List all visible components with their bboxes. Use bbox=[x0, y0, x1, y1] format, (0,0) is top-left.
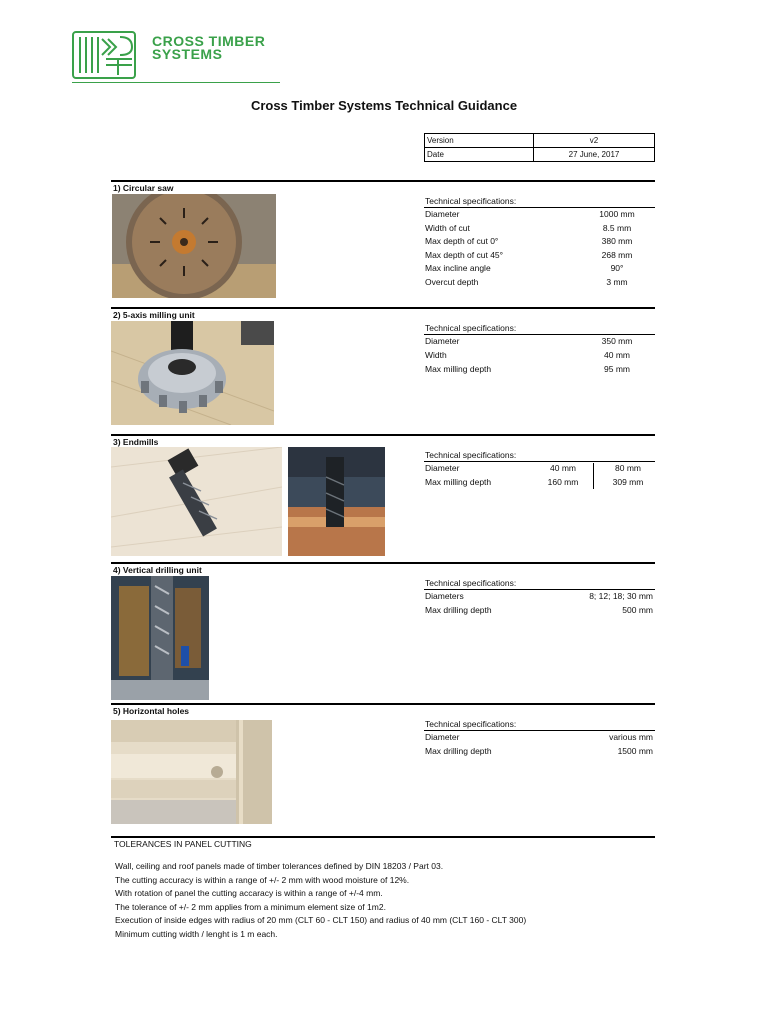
horizontal-holes-photo bbox=[111, 720, 272, 824]
section-divider bbox=[111, 836, 655, 838]
endmill-photo-2 bbox=[288, 447, 385, 556]
spec-label: Diameter bbox=[425, 463, 460, 473]
spec-value: 8.5 mm bbox=[602, 223, 632, 233]
tolerance-line: Wall, ceiling and roof panels made of timber tolerances defined by DIN 18203 / Part 03. bbox=[115, 861, 444, 871]
spec-label: Diameter bbox=[425, 336, 460, 346]
spec-value: 3 mm bbox=[606, 277, 628, 287]
section-divider bbox=[111, 562, 655, 564]
endmill-photo-1 bbox=[111, 447, 282, 556]
spec-row bbox=[425, 236, 653, 250]
spec-value: various mm bbox=[609, 732, 653, 742]
document-title: Cross Timber Systems Technical Guidance bbox=[250, 98, 518, 113]
spec-divider bbox=[424, 461, 655, 462]
section-title-horizontal-holes: 5) Horizontal holes bbox=[113, 706, 190, 716]
section-title-milling-unit: 2) 5-axis milling unit bbox=[113, 310, 195, 320]
spec-heading: Technical specifications: bbox=[425, 196, 517, 206]
spec-label: Diameter bbox=[425, 732, 460, 742]
spec-label: Max drilling depth bbox=[425, 746, 492, 756]
spec-value: 95 mm bbox=[604, 364, 630, 374]
spec-row bbox=[425, 364, 653, 378]
section-divider bbox=[111, 434, 655, 436]
spec-divider bbox=[424, 334, 655, 335]
spec-value: 8; 12; 18; 30 mm bbox=[589, 591, 653, 601]
spec-divider bbox=[424, 589, 655, 590]
version-row bbox=[425, 134, 655, 148]
section-title-vertical-drilling: 4) Vertical drilling unit bbox=[113, 565, 202, 575]
brand-name-line1: CROSS TIMBER bbox=[152, 33, 266, 49]
spec-row bbox=[425, 591, 653, 605]
spec-label: Diameters bbox=[425, 591, 464, 601]
spec-row bbox=[425, 263, 653, 277]
spec-label: Max depth of cut 0° bbox=[425, 236, 499, 246]
spec-value: 380 mm bbox=[601, 236, 633, 246]
spec-row bbox=[425, 223, 653, 237]
date-label: Date bbox=[425, 148, 534, 162]
spec-label: Max milling depth bbox=[425, 477, 492, 487]
spec-divider bbox=[424, 730, 655, 731]
spec-label: Width of cut bbox=[425, 223, 470, 233]
spec-value: 40 mm bbox=[604, 350, 630, 360]
section-title-circular-saw: 1) Circular saw bbox=[113, 183, 174, 193]
spec-label: Max depth of cut 45° bbox=[425, 250, 504, 260]
date-value: 27 June, 2017 bbox=[534, 148, 655, 162]
spec-value: 90° bbox=[610, 263, 624, 273]
version-table bbox=[424, 133, 655, 162]
spec-value-b: 80 mm bbox=[615, 463, 641, 473]
circular-saw-photo bbox=[112, 194, 276, 298]
spec-label: Max milling depth bbox=[425, 364, 492, 374]
spec-row bbox=[425, 336, 653, 350]
spec-heading: Technical specifications: bbox=[425, 450, 517, 460]
spec-row bbox=[425, 250, 653, 264]
spec-value-b: 309 mm bbox=[612, 477, 644, 487]
tolerance-line: With rotation of panel the cutting accaracy is within a range of +/-4 mm. bbox=[115, 888, 383, 898]
spec-row bbox=[425, 277, 653, 291]
version-value: v2 bbox=[534, 134, 655, 148]
tolerance-line: The cutting accuracy is within a range of +/- 2 mm with wood moisture of 12%. bbox=[115, 875, 410, 885]
section-divider bbox=[111, 307, 655, 309]
milling-unit-photo bbox=[111, 321, 274, 425]
spec-heading: Technical specifications: bbox=[425, 578, 517, 588]
spec-label: Diameter bbox=[425, 209, 460, 219]
spec-value: 350 mm bbox=[601, 336, 633, 346]
brand-name-line2: SYSTEMS bbox=[152, 46, 223, 62]
tolerance-line: Execution of inside edges with radius of 20 mm (CLT 60 - CLT 150) and radius of 40 mm (CLT 160 - CLT 300) bbox=[115, 915, 527, 925]
spec-heading: Technical specifications: bbox=[425, 323, 517, 333]
spec-divider bbox=[424, 207, 655, 208]
spec-row bbox=[425, 463, 653, 477]
section-divider bbox=[111, 703, 655, 705]
version-label: Version bbox=[425, 134, 534, 148]
tolerances-title: TOLERANCES IN PANEL CUTTING bbox=[114, 839, 252, 849]
logo-icon bbox=[72, 31, 136, 79]
spec-value-a: 40 mm bbox=[550, 463, 576, 473]
header-divider bbox=[72, 82, 280, 83]
tolerance-line: Minimum cutting width / lenght is 1 m each. bbox=[115, 929, 278, 939]
section-title-endmills: 3) Endmills bbox=[113, 437, 159, 447]
spec-label: Width bbox=[425, 350, 447, 360]
spec-row bbox=[425, 746, 653, 760]
spec-value: 500 mm bbox=[622, 605, 653, 615]
spec-row bbox=[425, 605, 653, 619]
spec-row bbox=[425, 477, 653, 491]
spec-value: 1500 mm bbox=[617, 746, 653, 756]
spec-label: Max drilling depth bbox=[425, 605, 492, 615]
spec-row bbox=[425, 209, 653, 223]
spec-value: 268 mm bbox=[601, 250, 633, 260]
tolerance-line: The tolerance of +/- 2 mm applies from a minimum element size of 1m2. bbox=[115, 902, 386, 912]
vertical-drilling-photo bbox=[111, 576, 209, 700]
section-divider bbox=[111, 180, 655, 182]
spec-row bbox=[425, 732, 653, 746]
spec-label: Overcut depth bbox=[425, 277, 479, 287]
date-row bbox=[425, 148, 655, 162]
spec-value-a: 160 mm bbox=[547, 477, 579, 487]
spec-value: 1000 mm bbox=[599, 209, 635, 219]
spec-row bbox=[425, 350, 653, 364]
spec-label: Max incline angle bbox=[425, 263, 491, 273]
spec-heading: Technical specifications: bbox=[425, 719, 517, 729]
